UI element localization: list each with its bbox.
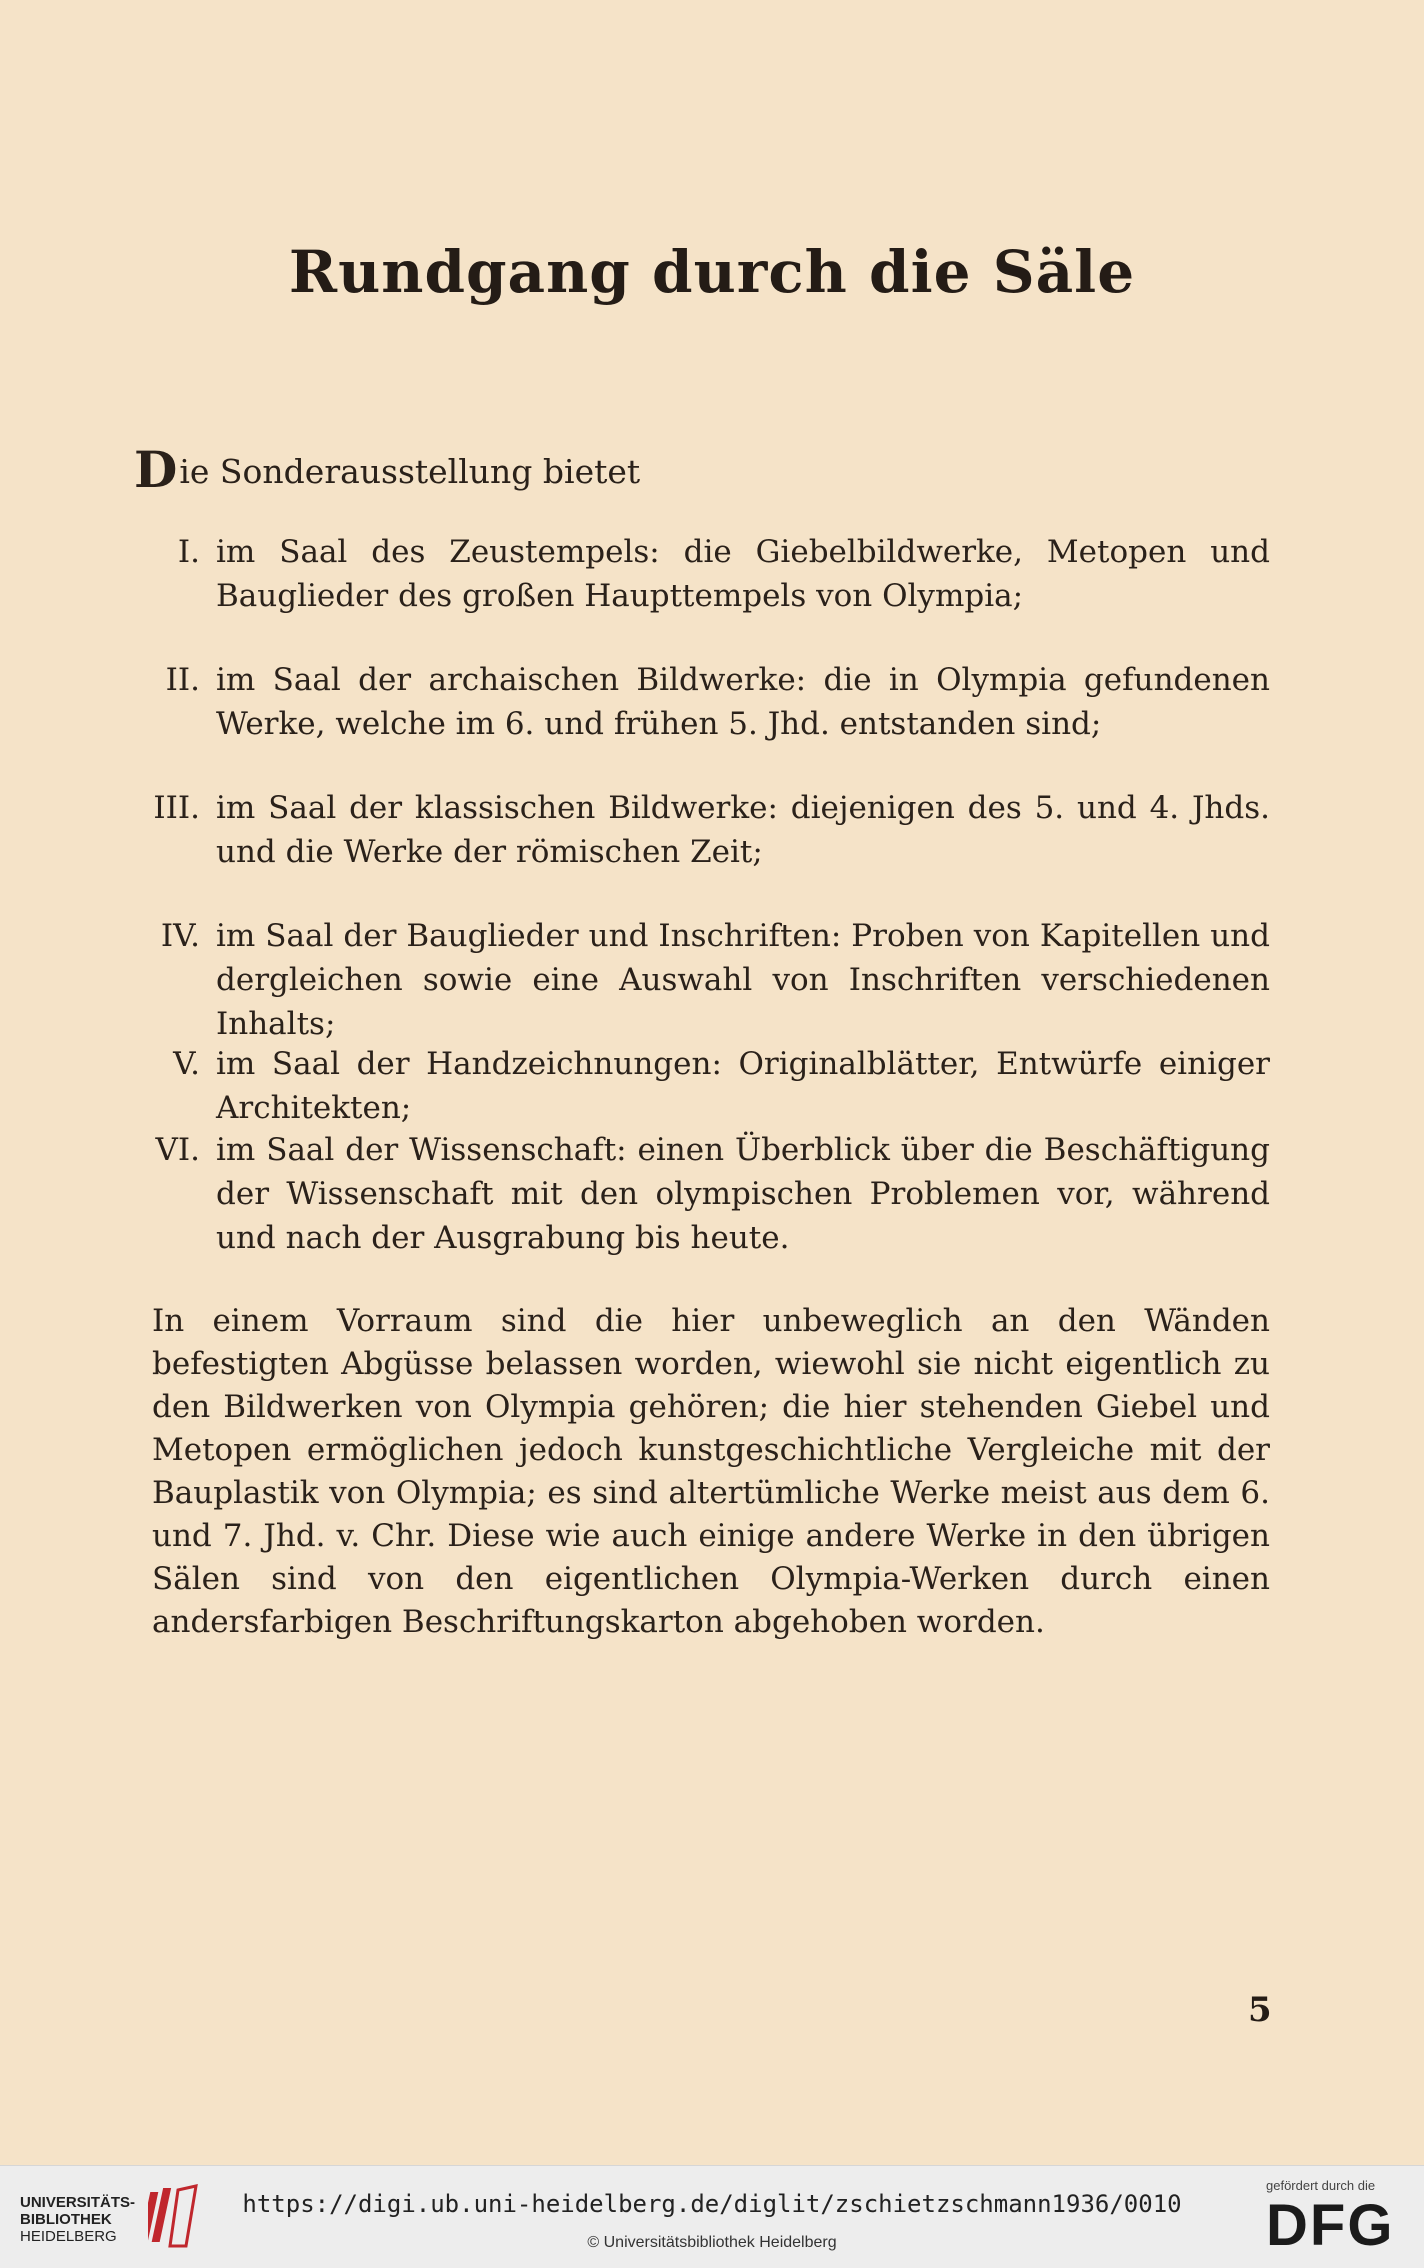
drop-initial: D: [134, 440, 178, 499]
list-item-number: I.: [177, 534, 200, 570]
page-number: 5: [1248, 1990, 1272, 2030]
list-item-text: im Saal der Wissenschaft: einen Überblick über die Beschäftigung der Wissenschaft mit den olympischen Problemen vor, während und nach der Ausgrabung bis heute.: [216, 1132, 1270, 1256]
list-item-text: im Saal der archaischen Bildwerke: die in Olympia gefundenen Werke, welche im 6. und frühen 5. Jhd. entstanden sind;: [216, 662, 1270, 742]
list-item-number: II.: [165, 662, 200, 698]
library-name-line: HEIDELBERG: [20, 2228, 117, 2245]
list-item-text: im Saal der Handzeichnungen: Originalblätter, Entwürfe einiger Architekten;: [216, 1046, 1270, 1126]
page-title: Rundgang durch die Säle: [288, 238, 1136, 306]
list-item-number: IV.: [160, 918, 200, 954]
list-item-number: VI.: [155, 1132, 200, 1168]
intro-text: ie Sonderausstellung bietet: [179, 452, 641, 491]
viewer-footer: [0, 2165, 1424, 2268]
copyright-notice: © Universitätsbibliothek Heidelberg: [587, 2234, 837, 2251]
list-item-text: im Saal des Zeustempels: die Giebelbildwerke, Metopen und Bauglieder des großen Haupttempels von Olympia;: [216, 534, 1270, 614]
library-name-line: BIBLIOTHEK: [20, 2211, 112, 2228]
dfg-logo: DFG: [1266, 2193, 1395, 2258]
library-name-line: UNIVERSITÄTS-: [20, 2194, 136, 2211]
body-paragraph: In einem Vorraum sind die hier unbeweglich an den Wänden befestigten Abgüsse belassen worden, wiewohl sie nicht eigentlich zu den Bildwerken von Olympia gehören; die hier stehenden Giebel und Metopen ermöglichen jedoch kunstgeschichtliche Vergleiche mit der Bauplastik von Olympia; es sind altertümliche Werke meist aus dem 6. und 7. Jhd. v. Chr. Diese wie auch einige andere Werke in den übrigen Sälen sind von den eigentlichen Olympia-Werken durch einen andersfarbigen Beschriftungskarton abgehoben worden.: [152, 1303, 1270, 1640]
list-item-text: im Saal der klassischen Bildwerke: diejenigen des 5. und 4. Jhds. und die Werke der römischen Zeit;: [216, 790, 1270, 870]
list-item-number: V.: [173, 1046, 200, 1082]
permalink-url[interactable]: https://digi.ub.uni-heidelberg.de/diglit/zschietzschmann1936/0010: [242, 2190, 1182, 2218]
list-item-number: III.: [153, 790, 200, 826]
funding-note: gefördert durch die: [1266, 2178, 1376, 2193]
list-item-text: im Saal der Bauglieder und Inschriften: Proben von Kapitellen und dergleichen sowie eine Auswahl von Inschriften verschiedenen Inhalts;: [216, 918, 1270, 1042]
intro-line: [134, 440, 640, 499]
